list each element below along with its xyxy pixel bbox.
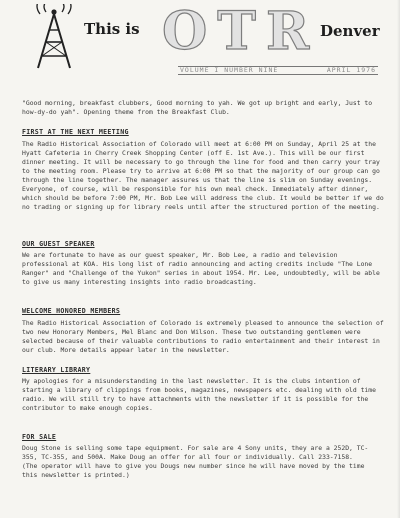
section-text-guest-speaker: We are fortunate to have as our guest speaker, Mr. Bob Lee, a radio and television professional at KOA. His long list of radio announcing and acting credits include "The Lone Ranger" and "Challenge of the Yukon" series in about 1954. Mr. Lee, undoubtedly, will be able to give us many interesting insights into radio broadcasting. bbox=[22, 251, 380, 286]
masthead-denver: Denver bbox=[320, 22, 380, 40]
section-heading-literary-library: LITERARY LIBRARY bbox=[22, 366, 91, 374]
intro-paragraph: "Good morning, breakfast clubbers, Good morning to yah. We got up bright and early, Just to how-dy-do yah". Opening theme from the Breakfast Club. bbox=[22, 99, 373, 116]
section-text-for-sale: Doug Stone is selling some tape equipment. For sale are 4 Sony units, they are a 252D, TC-355, TC-355, and 500A. Make Doug an offer for all four or individually. Call 233-7158. (The operator will have to give you Dougs new number since he will have moved by the time this newsletter is printed.) bbox=[22, 444, 369, 479]
section-text-honored-members: The Radio Historical Association of Colorado is extremely pleased to announce the selection of two new Honorary Members, Mel Blanc and Don Wilson. These two outstanding gentlemen were selected because of their valuable contributions to radio entertainment and their interest in our club. More details appear later in the newsletter. bbox=[22, 319, 384, 354]
section-text-literary-library: My apologies for a misunderstanding in the last newsletter. It is the clubs intention of starting a library of clippings from books, magazines, newspapers etc. dealing with old time radio. We will still try to have attachments with the newsletter if it is possible for the contributor to make enough copies. bbox=[22, 377, 376, 412]
volume-number: VOLUME I NUMBER NINE bbox=[180, 66, 279, 74]
issue-date: APRIL 1976 bbox=[326, 66, 376, 74]
volume-date-line bbox=[178, 66, 378, 75]
section-heading-for-sale: FOR SALE bbox=[22, 433, 57, 441]
masthead-otr-logo: OTR bbox=[162, 1, 320, 62]
section-heading-guest-speaker: OUR GUEST SPEAKER bbox=[22, 240, 95, 248]
masthead bbox=[0, 0, 400, 76]
radio-tower-icon bbox=[28, 4, 80, 70]
section-heading-honored-members: WELCOME HONORED MEMBERS bbox=[22, 307, 121, 315]
section-heading-next-meeting: FIRST AT THE NEXT MEETING bbox=[22, 128, 129, 136]
section-text-next-meeting: The Radio Historical Association of Colorado will meet at 6:00 PM on Sunday, April 25 at the Hyatt Cafeteria in Cherry Creek Shopping Center (off E. 1st Ave.). This will be our first dinner meeting. It will be necessary to go through the line for food and then carry your tray to the meeting room. Please try to arrive at 6:00 PM so that the majority of our group can go through the line together. The manager assures us that the line is slim on Sunday evenings. Everyone, of course, will be responsible for his own meal check. Immediately after dinner, which should be before 7:00 PM, Mr. Bob Lee will address the club. It would be better if we do no trading or signing up for library reels until after the structured portion of the meeting. bbox=[22, 140, 384, 211]
masthead-this-is: This is bbox=[84, 20, 140, 38]
